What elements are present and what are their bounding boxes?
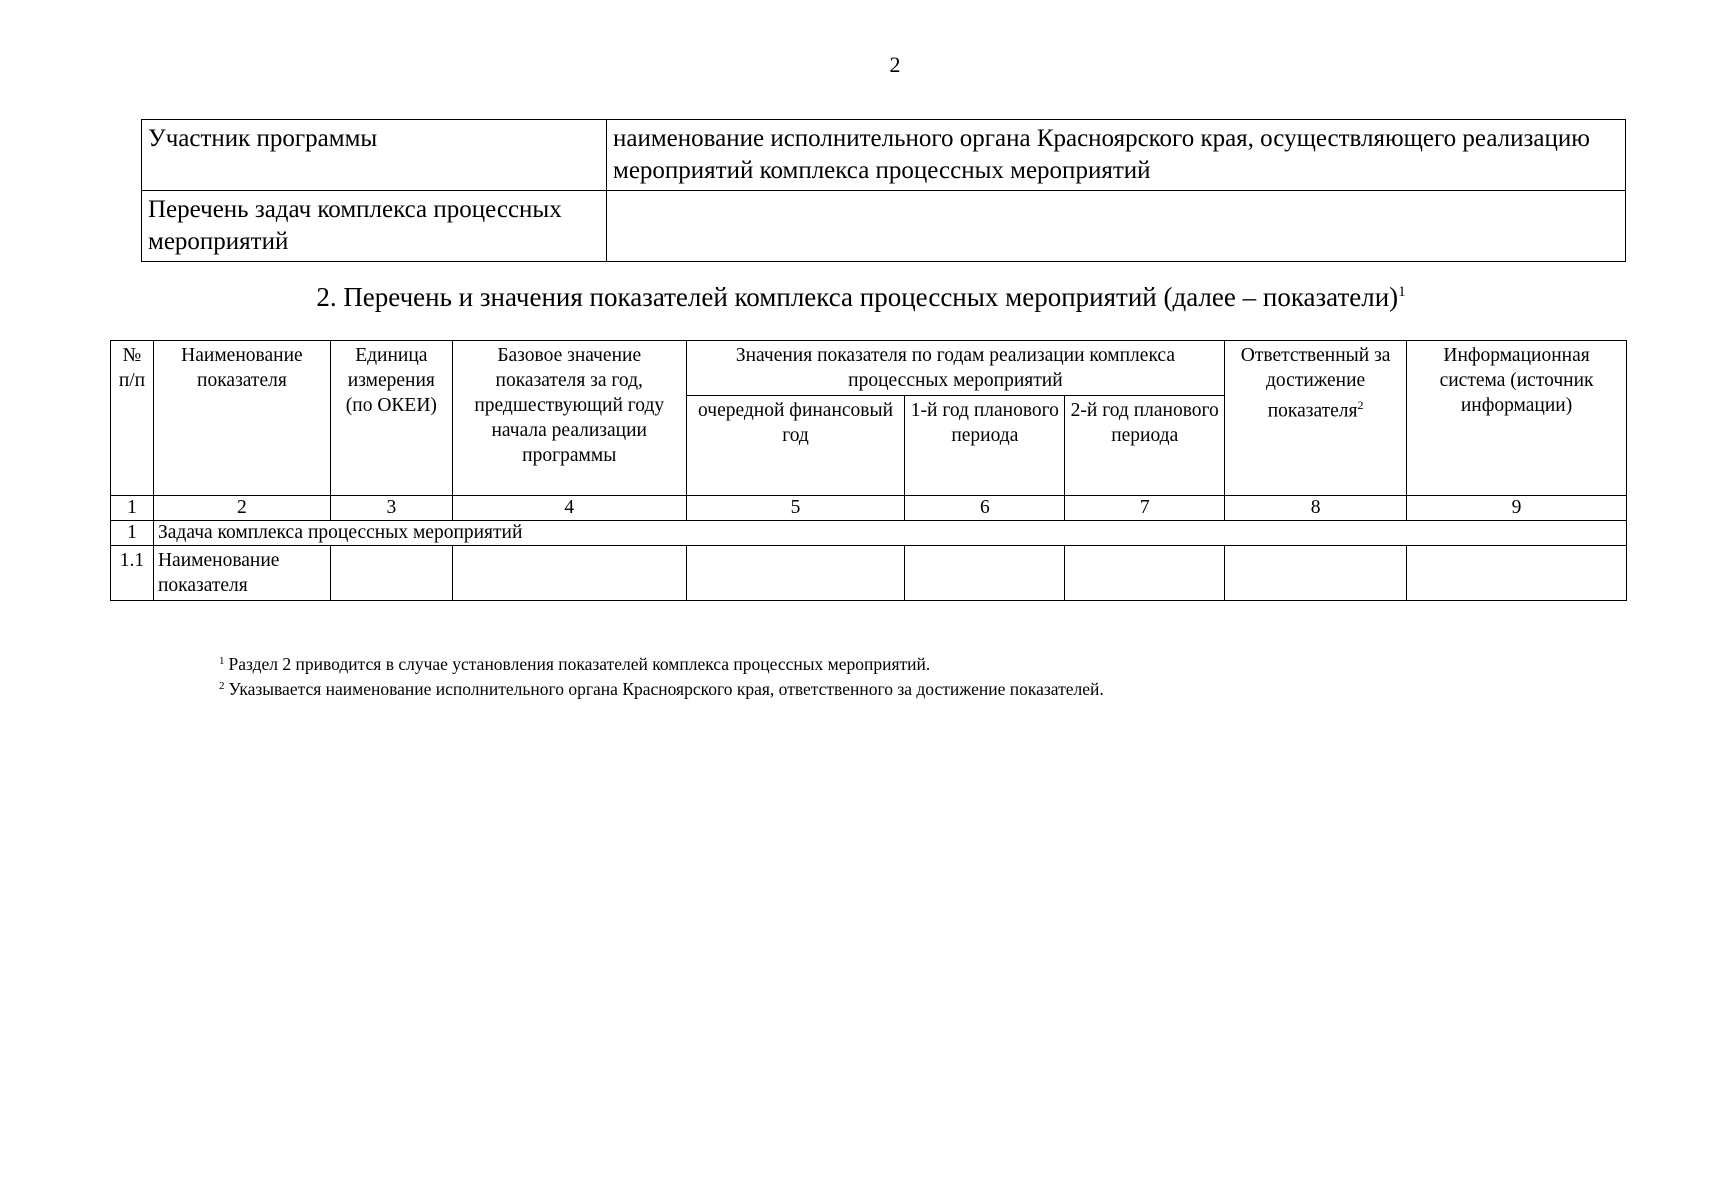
column-number: 3 bbox=[330, 496, 452, 521]
tasks-row bbox=[142, 191, 1626, 262]
footnote-1 bbox=[219, 650, 1104, 675]
indicator-name: Наименование показателя bbox=[153, 546, 330, 601]
header-unit: Единица измерения (по ОКЕИ) bbox=[330, 341, 452, 496]
header-responsible-mark: 2 bbox=[1357, 398, 1364, 412]
header-base-value: Базовое значение показателя за год, предшествующий году начала реализации программы bbox=[452, 341, 686, 496]
header-num: № п/п bbox=[111, 341, 154, 496]
indicator-cell-empty bbox=[905, 546, 1065, 601]
column-number: 1 bbox=[111, 496, 154, 521]
indicator-cell-empty bbox=[686, 546, 905, 601]
participant-row bbox=[142, 120, 1626, 191]
header-responsible bbox=[1225, 341, 1407, 496]
footnote-1-text: Раздел 2 приводится в случае установления показателей комплекса процессных мероприятий. bbox=[228, 654, 931, 674]
participant-label: Участник программы bbox=[142, 120, 607, 191]
task-num: 1 bbox=[111, 521, 154, 546]
participant-value: наименование исполнительного органа Красноярского края, осуществляющего реализацию мероприятий комплекса процессных мероприятий bbox=[607, 120, 1626, 191]
column-number: 2 bbox=[153, 496, 330, 521]
section-title bbox=[0, 282, 1722, 313]
footnotes bbox=[219, 650, 1104, 700]
indicators-table bbox=[110, 340, 1627, 601]
column-number: 7 bbox=[1065, 496, 1225, 521]
task-text: Задача комплекса процессных мероприятий bbox=[153, 521, 1626, 546]
indicator-cell-empty bbox=[330, 546, 452, 601]
program-participants-table bbox=[141, 119, 1626, 262]
column-number: 9 bbox=[1407, 496, 1627, 521]
header-responsible-text: Ответственный за достижение показателя bbox=[1240, 345, 1391, 422]
footnote-2 bbox=[219, 675, 1104, 700]
column-number: 8 bbox=[1225, 496, 1407, 521]
header-year-current: очередной финансовый год bbox=[686, 396, 905, 496]
indicator-cell-empty bbox=[1407, 546, 1627, 601]
indicator-cell-empty bbox=[452, 546, 686, 601]
header-name: Наименование показателя bbox=[153, 341, 330, 496]
column-number: 5 bbox=[686, 496, 905, 521]
indicator-cell-empty bbox=[1065, 546, 1225, 601]
indicator-num: 1.1 bbox=[111, 546, 154, 601]
header-year-2: 2-й год планового периода bbox=[1065, 396, 1225, 496]
section-title-footnote-mark: 1 bbox=[1398, 284, 1406, 300]
indicator-row bbox=[111, 546, 1627, 601]
column-number: 4 bbox=[452, 496, 686, 521]
header-year-1: 1-й год планового периода bbox=[905, 396, 1065, 496]
header-values-group: Значения показателя по годам реализации комплекса процессных мероприятий bbox=[686, 341, 1225, 396]
tasks-value bbox=[607, 191, 1626, 262]
task-row bbox=[111, 521, 1627, 546]
header-row bbox=[111, 341, 1627, 396]
header-info-system: Информационная система (источник информации) bbox=[1407, 341, 1627, 496]
column-number: 6 bbox=[905, 496, 1065, 521]
indicator-cell-empty bbox=[1225, 546, 1407, 601]
tasks-label: Перечень задач комплекса процессных мероприятий bbox=[142, 191, 607, 262]
section-title-text: 2. Перечень и значения показателей комплекса процессных мероприятий (далее – показатели) bbox=[316, 282, 1399, 312]
column-numbers-row bbox=[111, 496, 1627, 521]
footnote-1-mark: 1 bbox=[219, 655, 225, 667]
footnote-2-text: Указывается наименование исполнительного органа Красноярского края, ответственного за достижение показателей. bbox=[228, 679, 1104, 699]
page-number: 2 bbox=[889, 52, 901, 77]
footnote-2-mark: 2 bbox=[219, 680, 225, 692]
